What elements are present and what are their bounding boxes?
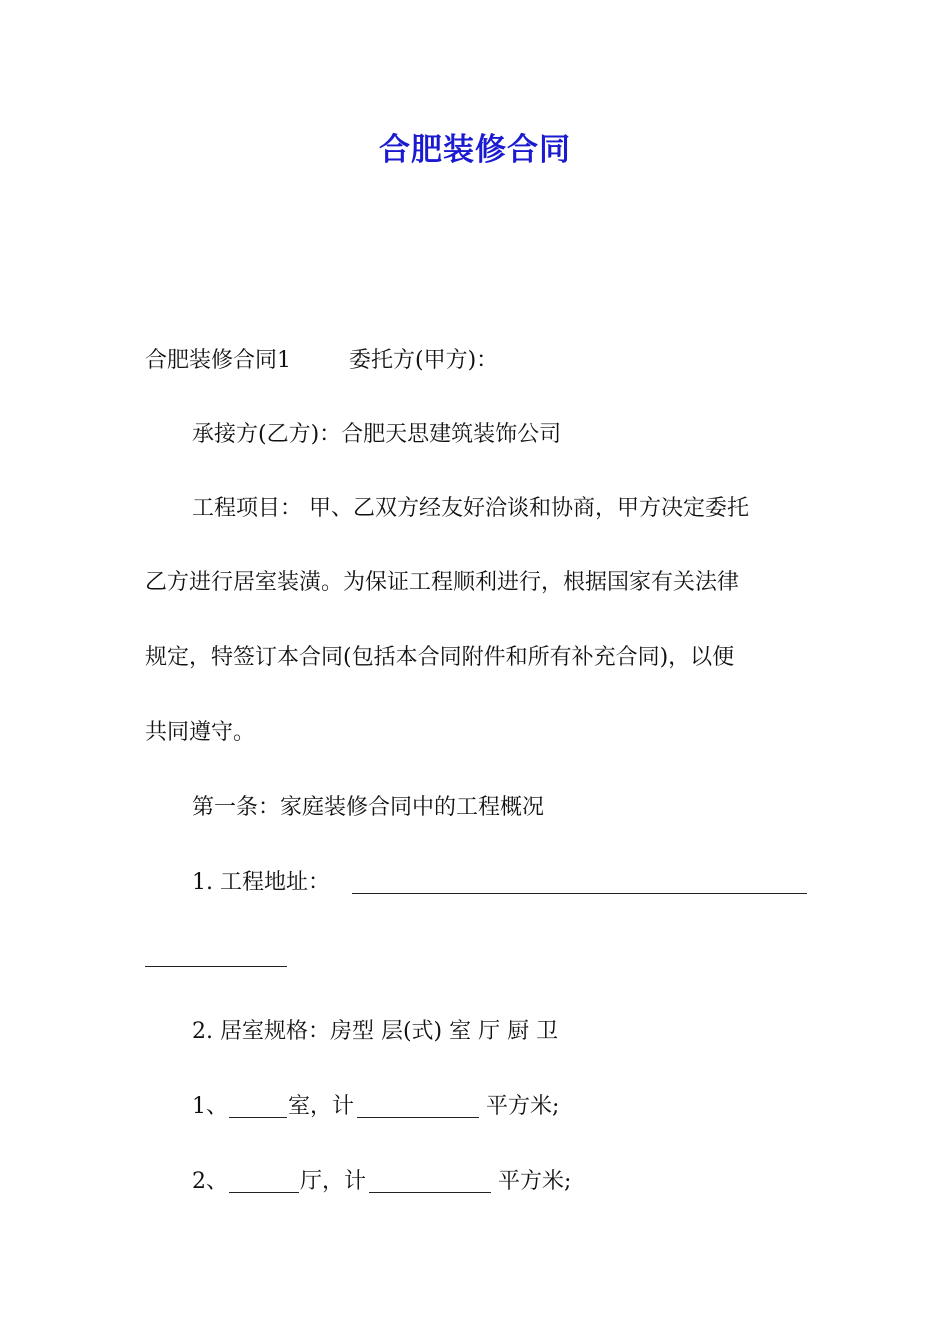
hall-area-blank	[369, 1192, 491, 1193]
hall-mid: 厅，计	[300, 1169, 367, 1194]
party-b-line: 承接方(乙方)：合肥天思建筑装饰公司	[192, 422, 562, 447]
intro-line	[145, 346, 498, 376]
article-1-heading: 第一条：家庭装修合同中的工程概况	[192, 795, 545, 820]
hall-suffix: 平方米;	[498, 1169, 572, 1194]
room-mid: 室，计	[288, 1094, 355, 1119]
project-line-3: 规定，特签订本合同(包括本合同附件和所有补充合同)，以便	[145, 645, 735, 670]
hall-prefix: 2、	[192, 1169, 228, 1194]
room-area-blank	[357, 1117, 479, 1118]
room-suffix: 平方米;	[486, 1094, 560, 1119]
project-line-2: 乙方进行居室装潢。为保证工程顺利进行，根据国家有关法律	[145, 570, 740, 595]
intro-lead: 合肥装修合同1	[145, 348, 291, 373]
hall-count-blank	[229, 1192, 299, 1193]
address-blank-line	[352, 893, 807, 894]
room-count-blank	[229, 1117, 287, 1118]
address-blank-line-continued	[145, 966, 287, 967]
document-title: 合肥装修合同	[379, 132, 571, 168]
project-line-1: 工程项目： 甲、乙双方经友好洽谈和协商，甲方决定委托	[192, 496, 749, 521]
room-spec-line: 2. 居室规格：房型 层(式) 室 厅 厨 卫	[192, 1019, 559, 1044]
address-label: 1. 工程地址：	[192, 870, 330, 895]
party-a-label: 委托方(甲方)：	[349, 348, 499, 373]
room-prefix: 1、	[192, 1094, 228, 1119]
project-line-4: 共同遵守。	[145, 720, 256, 745]
